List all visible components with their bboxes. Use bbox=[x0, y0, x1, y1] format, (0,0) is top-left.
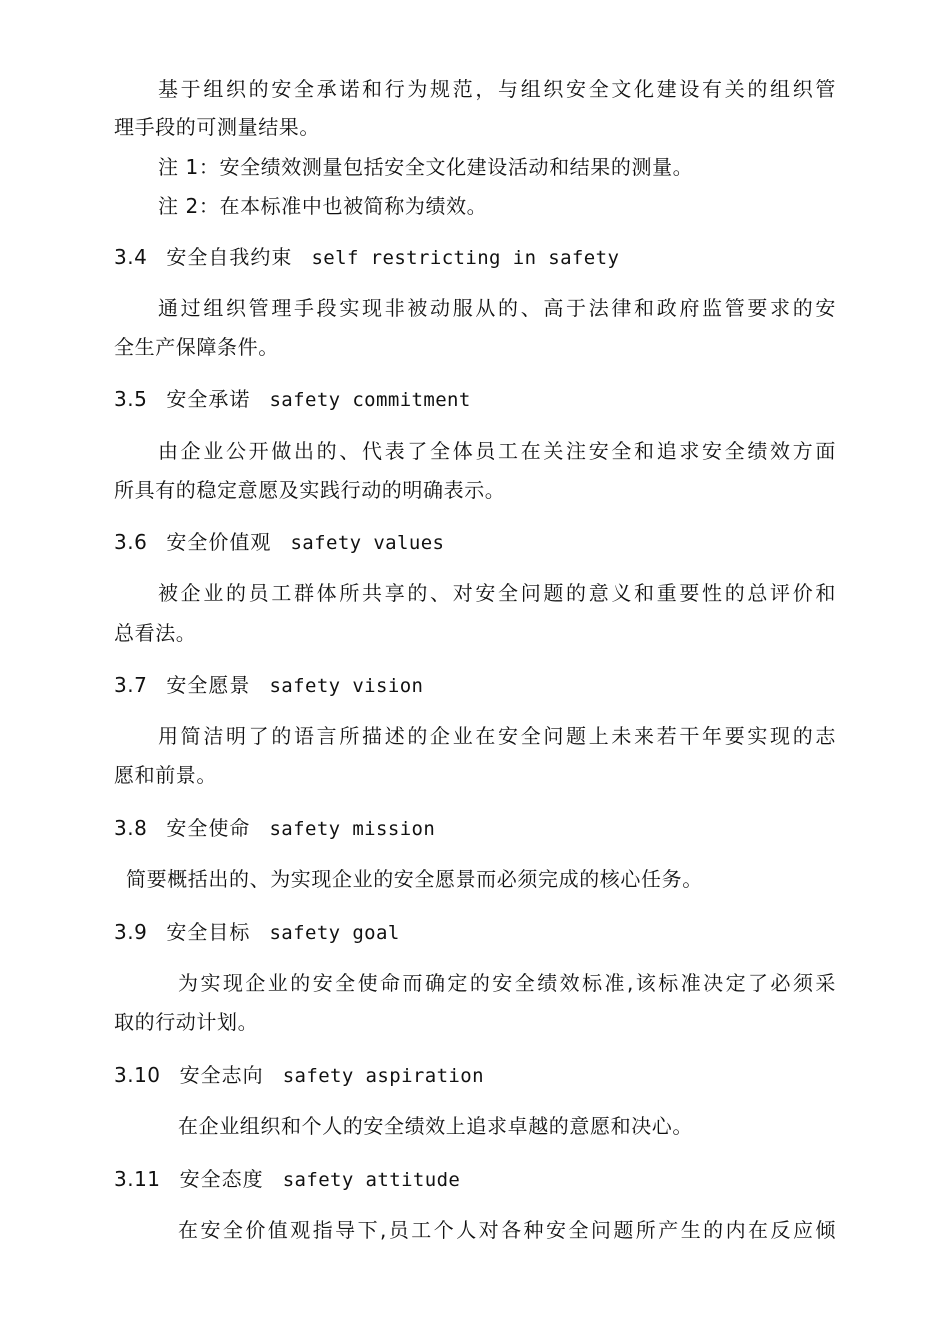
term-zh: 安全志向 bbox=[179, 1063, 264, 1087]
term-en: safety vision bbox=[269, 675, 424, 697]
term-en: safety attitude bbox=[282, 1169, 461, 1191]
section-heading-3-6 bbox=[114, 527, 444, 558]
section-3-11-line-1: 在安全价值观指导下,员工个人对各种安全问题所产生的内在反应倾 bbox=[178, 1218, 836, 1242]
term-zh: 安全使命 bbox=[166, 816, 251, 840]
term-zh: 安全自我约束 bbox=[166, 245, 293, 269]
term-en: safety mission bbox=[269, 818, 436, 840]
section-3-9-line-2: 取的行动计划。 bbox=[114, 1010, 259, 1034]
term-en: self restricting in safety bbox=[311, 247, 620, 269]
section-3-4-line-1: 通过组织管理手段实现非被动服从的、高于法律和政府监管要求的安 bbox=[158, 296, 836, 320]
section-3-7-line-2: 愿和前景。 bbox=[114, 763, 217, 787]
section-number: 3.8 bbox=[114, 816, 148, 840]
term-zh: 安全价值观 bbox=[166, 530, 272, 554]
section-number: 3.11 bbox=[114, 1167, 161, 1191]
term-zh: 安全承诺 bbox=[166, 387, 251, 411]
term-zh: 安全态度 bbox=[179, 1167, 264, 1191]
intro-line-1: 基于组织的安全承诺和行为规范，与组织安全文化建设有关的组织管 bbox=[158, 77, 836, 101]
section-number: 3.10 bbox=[114, 1063, 161, 1087]
section-number: 3.4 bbox=[114, 245, 148, 269]
section-heading-3-8 bbox=[114, 813, 435, 844]
section-heading-3-10 bbox=[114, 1060, 484, 1091]
section-3-7-line-1: 用简洁明了的语言所描述的企业在安全问题上未来若干年要实现的志 bbox=[158, 724, 836, 748]
term-en: safety aspiration bbox=[282, 1065, 484, 1087]
section-heading-3-11 bbox=[114, 1164, 460, 1195]
section-heading-3-9 bbox=[114, 917, 400, 948]
term-en: safety commitment bbox=[269, 389, 471, 411]
section-3-5-line-1: 由企业公开做出的、代表了全体员工在关注安全和追求安全绩效方面 bbox=[158, 439, 836, 463]
section-heading-3-5 bbox=[114, 384, 471, 415]
note-2: 注 2：在本标准中也被简称为绩效。 bbox=[158, 194, 488, 218]
section-3-10-line-1: 在企业组织和个人的安全绩效上追求卓越的意愿和决心。 bbox=[178, 1114, 693, 1138]
section-number: 3.5 bbox=[114, 387, 148, 411]
section-heading-3-7 bbox=[114, 670, 423, 701]
section-3-5-line-2: 所具有的稳定意愿及实践行动的明确表示。 bbox=[114, 478, 506, 502]
section-heading-3-4 bbox=[114, 242, 619, 273]
section-3-9-line-1: 为实现企业的安全使命而确定的安全绩效标准,该标准决定了必须采 bbox=[178, 971, 836, 995]
term-zh: 安全目标 bbox=[166, 920, 251, 944]
section-3-8-line-1: 简要概括出的、为实现企业的安全愿景而必须完成的核心任务。 bbox=[126, 867, 703, 891]
section-number: 3.6 bbox=[114, 530, 148, 554]
section-3-6-line-2: 总看法。 bbox=[114, 621, 197, 645]
note-1: 注 1：安全绩效测量包括安全文化建设活动和结果的测量。 bbox=[158, 155, 694, 179]
section-3-4-line-2: 全生产保障条件。 bbox=[114, 335, 279, 359]
section-number: 3.7 bbox=[114, 673, 148, 697]
term-en: safety goal bbox=[269, 922, 400, 944]
term-zh: 安全愿景 bbox=[166, 673, 251, 697]
section-number: 3.9 bbox=[114, 920, 148, 944]
term-en: safety values bbox=[290, 532, 445, 554]
section-3-6-line-1: 被企业的员工群体所共享的、对安全问题的意义和重要性的总评价和 bbox=[158, 581, 836, 605]
intro-line-2: 理手段的可测量结果。 bbox=[114, 115, 320, 139]
